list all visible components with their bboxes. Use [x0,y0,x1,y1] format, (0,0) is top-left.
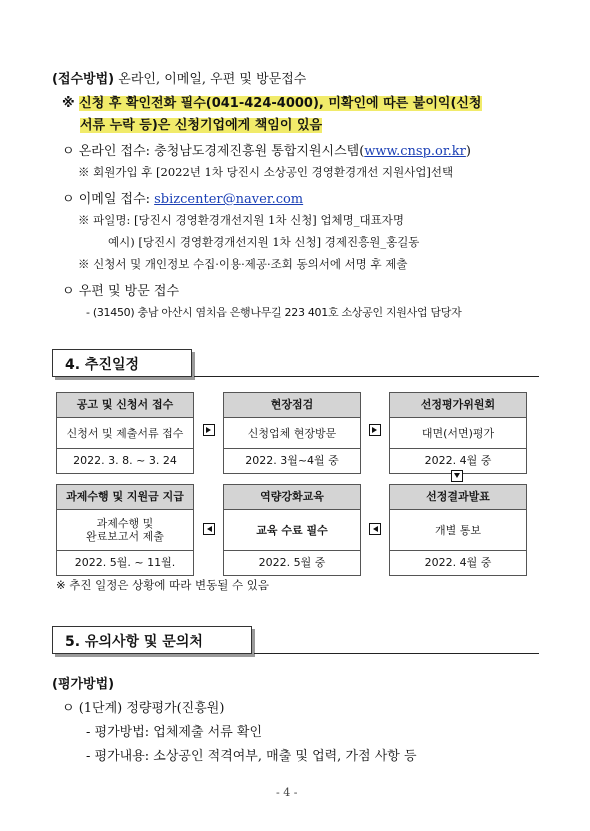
bullet: ㅇ [62,144,75,159]
step-desc-line-2: 완료보고서 제출 [86,530,164,543]
notice-line-2 [80,114,322,133]
step-date: 2022. 5월. ~ 11월. [74,556,176,569]
eval-content: - 평가내용: 소상공인 적격여부, 매출 및 업력, 가점 사항 등 [86,749,417,764]
page-number: - 4 - [276,786,298,799]
step-desc [57,510,193,551]
arrow-right-icon [203,424,215,436]
step-date: 2022. 3. 8. ~ 3. 24 [73,454,177,467]
notice-mark: ※ [62,96,75,111]
eval-method: - 평가방법: 업체제출 서류 확인 [86,725,262,740]
step-date: 2022. 3월~4월 중 [245,454,339,467]
notice-line-1 [62,92,482,111]
eval-heading: (평가방법) [52,677,115,692]
step-date: 2022. 4월 중 [424,556,492,569]
submission-summary: 온라인, 이메일, 우편 및 방문접수 [118,72,307,87]
submission-block [52,68,306,87]
submission-heading: (접수방법) [52,72,115,87]
step-desc: 신청서 및 제출서류 접수 [57,418,193,449]
step-box-5 [223,484,361,576]
post-line [62,280,179,299]
online-line [62,140,471,159]
step-date: 2022. 5월 중 [258,556,326,569]
email-line [62,188,303,207]
step-title: 역량강화교육 [224,485,360,510]
arrow-down-icon [451,470,463,482]
online-note: ※ 회원가입 후 [2022년 1차 당진시 소상공인 경영환경개선 지원사업]선택 [78,165,454,179]
online-label: 온라인 접수: 충청남도경제진흥원 통합지원시스템( [78,144,365,159]
post-label: 우편 및 방문 접수 [78,284,180,299]
section-4-title: 4. 추진일정 [65,357,140,373]
arrow-left-icon [369,523,381,535]
file-example: 예시) [당진시 경영환경개선지원 1차 신청] 경제진흥원_홍길동 [108,235,420,249]
file-note: ※ 파일명: [당진시 경영환경개선지원 1차 신청] 업체명_대표자명 [78,213,404,227]
eval-stage: (1단계) 정량평가(진흥원) [78,701,225,716]
bullet: ㅇ [62,192,75,207]
step-desc-line-1: 과제수행 및 [96,517,154,530]
step-title: 선정평가위원회 [390,393,526,418]
step-date: 2022. 4월 중 [424,454,492,467]
post-address: - (31450) 충남 아산시 염치읍 은행나무길 223 401호 소상공인 지원사업 담당자 [86,306,462,319]
step-desc: 개별 통보 [390,510,526,551]
bullet: ㅇ [62,284,75,299]
step-title: 현장점검 [224,393,360,418]
arrow-left-icon [203,523,215,535]
section-5-header [52,626,252,654]
step-box-6 [389,484,527,576]
email-link[interactable]: sbizcenter@naver.com [154,192,304,207]
email-label: 이메일 접수: [78,192,155,207]
notice-text-2: 서류 누락 등)은 신청기업에게 책임이 있음 [80,118,323,133]
step-desc: 신청업체 현장방문 [224,418,360,449]
section-4-header [52,349,192,377]
schedule-note: ※ 추진 일정은 상황에 따라 변동될 수 있음 [56,578,269,592]
consent-note: ※ 신청서 및 개인정보 수집·이용·제공·조회 동의서에 서명 후 제출 [78,257,408,271]
eval-stage-line [62,697,224,716]
step-desc: 교육 수료 필수 [224,510,360,551]
online-close: ) [465,144,471,159]
section-5-title: 5. 유의사항 및 문의처 [65,634,203,650]
step-title: 선정결과발표 [390,485,526,510]
arrow-right-icon [369,424,381,436]
section-4-rule [194,376,539,377]
section-5-rule [254,653,539,654]
bullet: ㅇ [62,701,75,716]
notice-text-1: 신청 후 확인전화 필수(041-424-4000), 미확인에 따른 불이익(신청 [79,96,482,111]
online-url-link[interactable]: www.cnsp.or.kr [364,144,466,159]
step-title: 과제수행 및 지원금 지급 [57,485,193,510]
step-desc: 대면(서면)평가 [390,418,526,449]
step-box-4 [56,484,194,576]
step-box-1 [56,392,194,474]
step-box-2 [223,392,361,474]
step-title: 공고 및 신청서 접수 [57,393,193,418]
step-box-3 [389,392,527,474]
